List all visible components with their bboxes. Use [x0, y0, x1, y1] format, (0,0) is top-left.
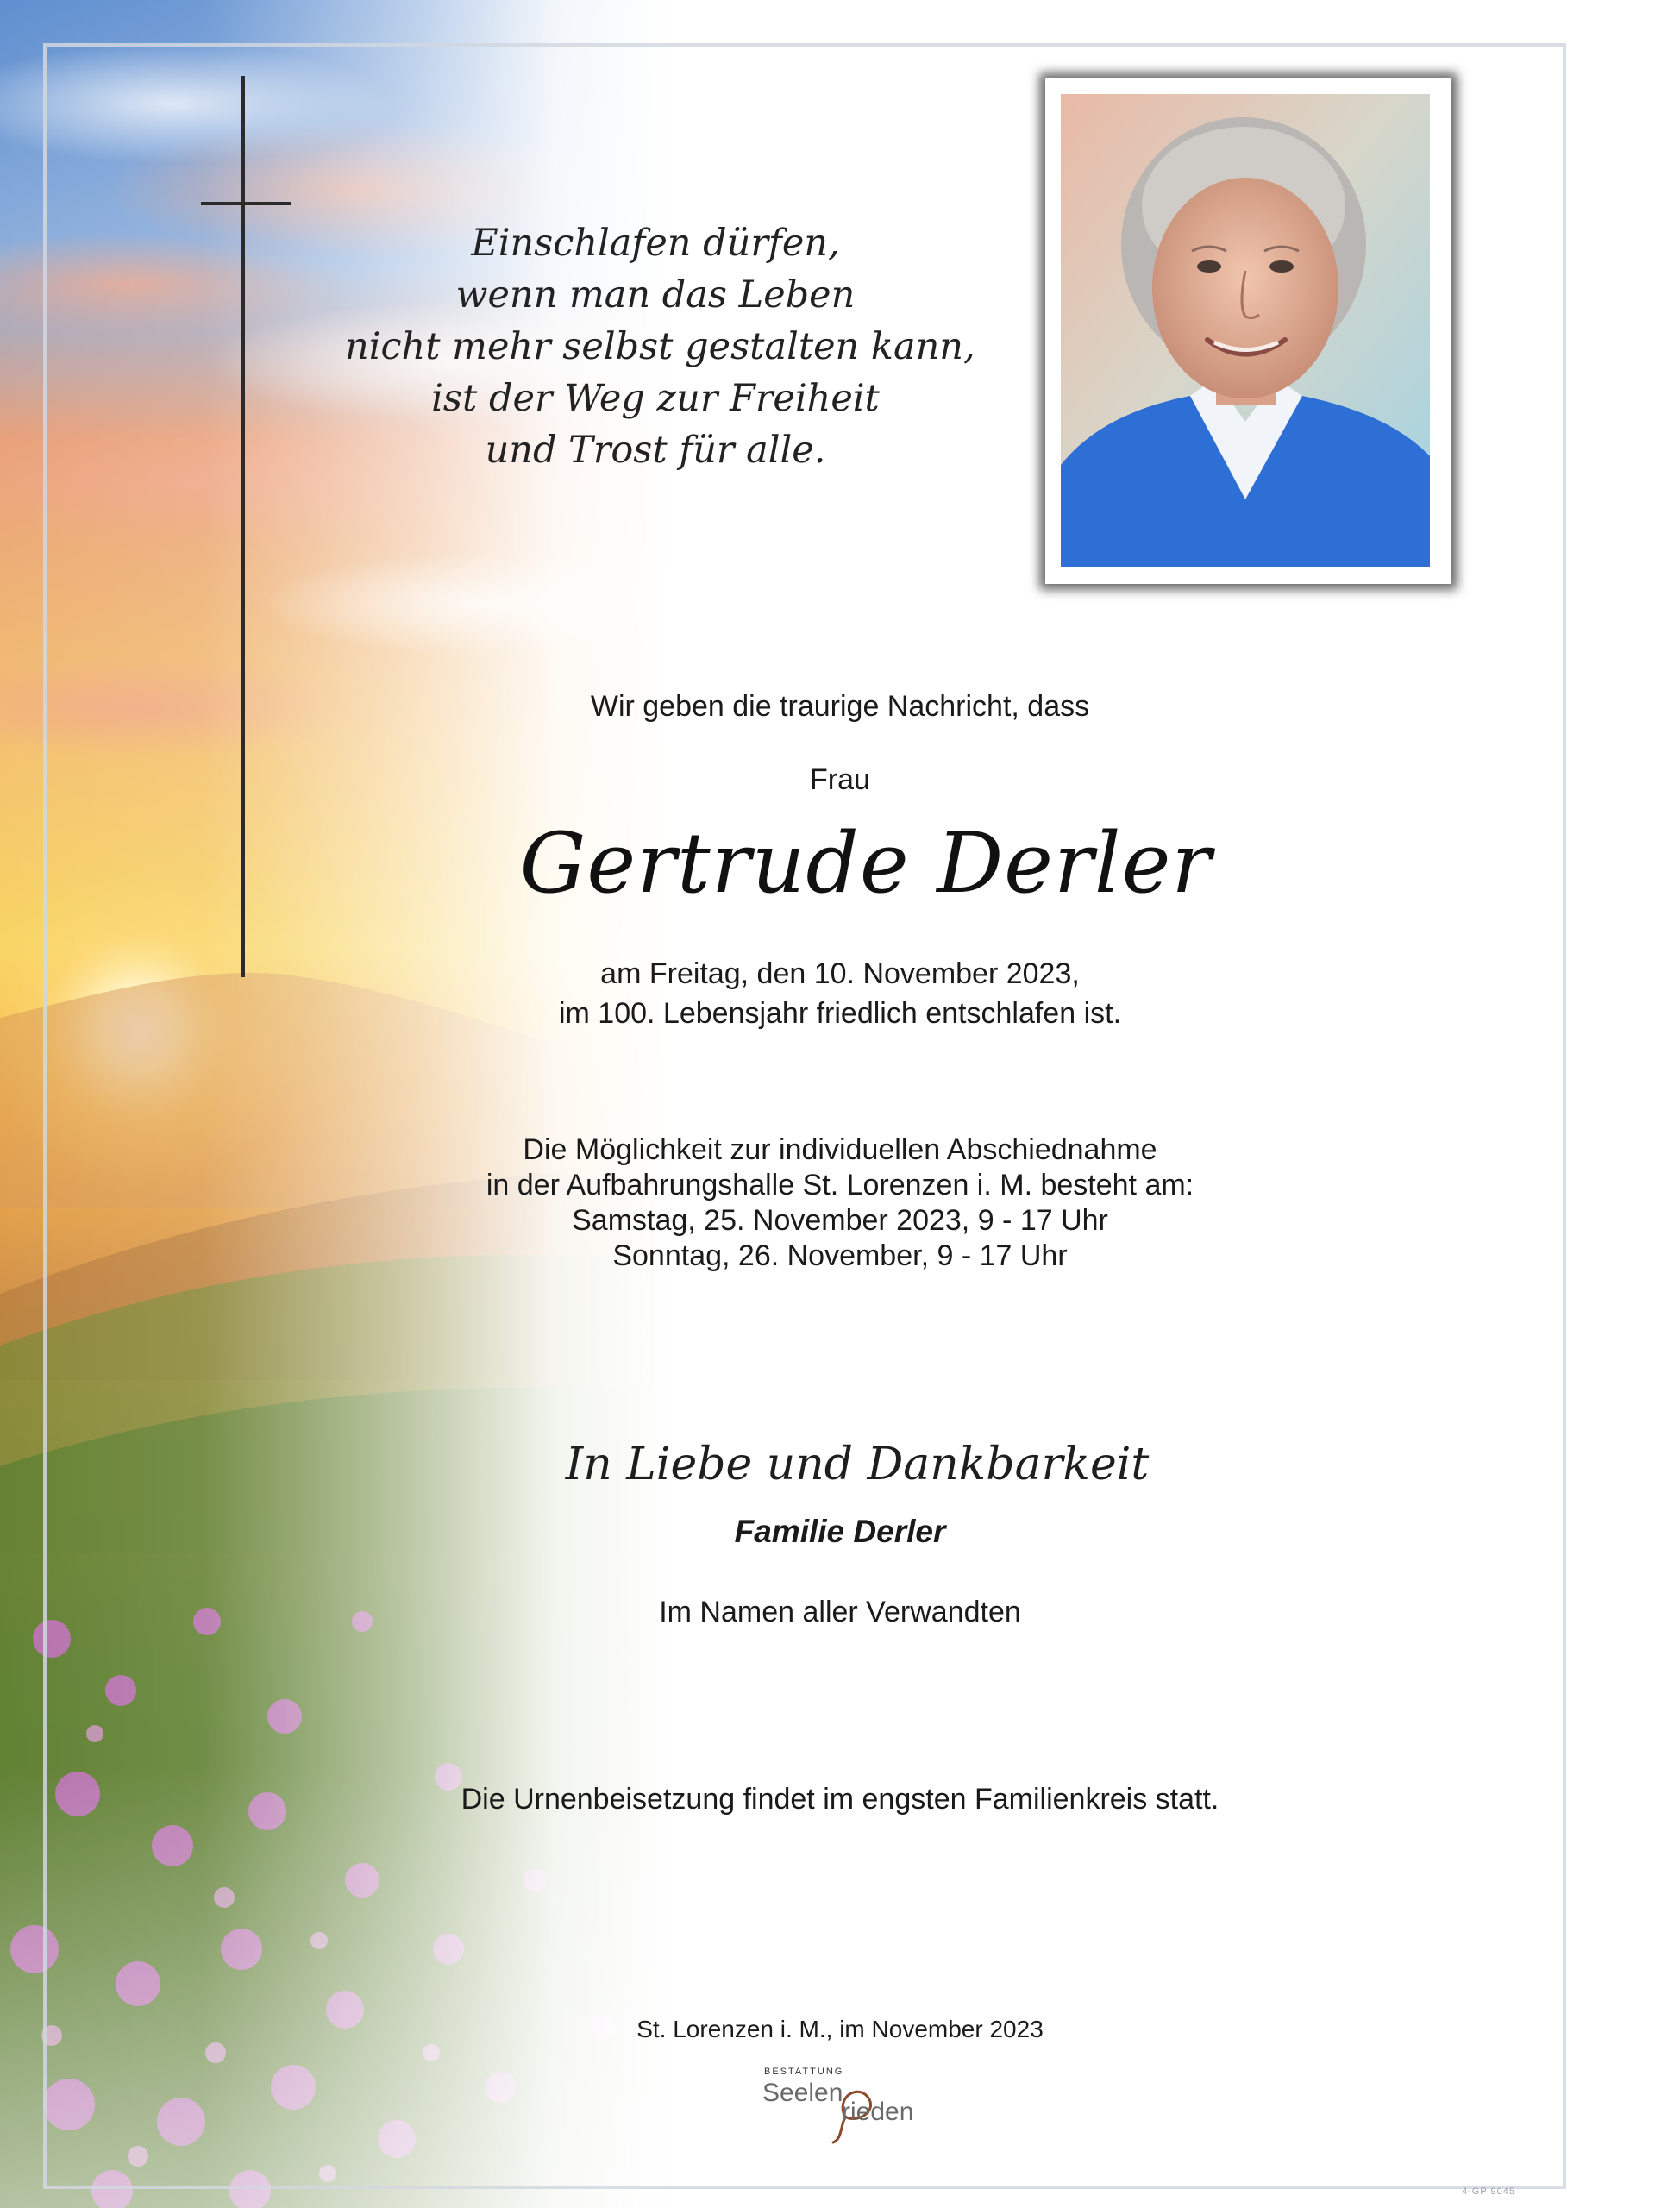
print-code: 4-GP 9045	[1462, 2186, 1516, 2197]
death-date: am Freitag, den 10. November 2023,	[600, 957, 1080, 990]
poem-line: wenn man das Leben	[455, 273, 856, 317]
poem-line: nicht mehr selbst gestalten kann,	[345, 325, 975, 368]
farewell-line: Die Möglichkeit zur individuellen Abschiednahme	[523, 1133, 1157, 1166]
logo-word2: rieden	[842, 2098, 914, 2126]
place-date: St. Lorenzen i. M., im November 2023	[636, 2016, 1044, 2042]
farewell-line: Samstag, 25. November 2023, 9 - 17 Uhr	[572, 1204, 1108, 1237]
urn-notice: Die Urnenbeisetzung findet im engsten Familienkreis statt.	[461, 1783, 1219, 1816]
poem-line: ist der Weg zur Freiheit	[431, 377, 880, 420]
farewell-info	[0, 1132, 1680, 1274]
relatives-text: Im Namen aller Verwandten	[659, 1596, 1021, 1628]
title-text: Frau	[810, 763, 870, 796]
funeral-home-logo	[759, 2060, 931, 2146]
poem-line: Einschlafen dürfen,	[471, 222, 840, 265]
farewell-line: Sonntag, 26. November, 9 - 17 Uhr	[612, 1239, 1068, 1272]
logo-small-text: BESTATTUNG	[764, 2067, 844, 2077]
family-name: Familie Derler	[734, 1514, 946, 1549]
death-info	[0, 954, 1680, 1033]
poem	[345, 217, 975, 476]
death-age: im 100. Lebensjahr friedlich entschlafen ist.	[558, 997, 1122, 1030]
logo-word1: Seelen	[762, 2079, 843, 2107]
poem-line: und Trost für alle.	[485, 429, 826, 472]
deceased-name: Gertrude Derler	[519, 815, 1213, 912]
portrait-photo	[1061, 94, 1430, 567]
farewell-line: in der Aufbahrungshalle St. Lorenzen i. M. besteht am:	[486, 1169, 1194, 1201]
intro-text: Wir geben die traurige Nachricht, dass	[590, 690, 1090, 723]
cross-bar	[201, 202, 291, 205]
thanks-heading: In Liebe und Dankbarkeit	[565, 1439, 1150, 1490]
